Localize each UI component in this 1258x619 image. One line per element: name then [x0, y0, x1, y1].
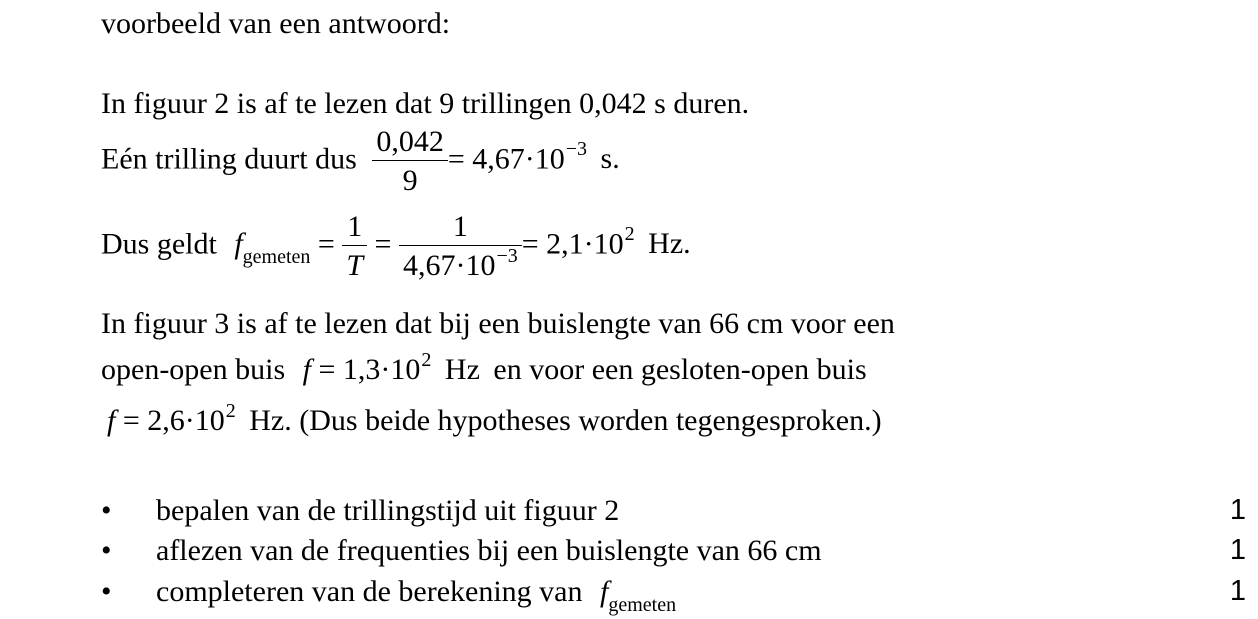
closed-open-value: = 2,6·10	[122, 404, 225, 437]
criterion-score: 1	[1229, 534, 1246, 566]
fraction-denominator	[399, 245, 522, 281]
fraction-numerator: 1	[452, 210, 468, 243]
frequency-subscript: gemeten	[608, 594, 677, 616]
criterion-text	[156, 575, 677, 616]
period-calculation	[101, 127, 620, 196]
frequency-symbol: f	[302, 353, 311, 386]
closed-open-sentence	[101, 400, 882, 437]
period-prefix: Eén trilling duurt dus	[101, 142, 357, 176]
bullet-icon: •	[101, 494, 112, 527]
fraction-denominator: 9	[372, 160, 448, 196]
closed-open-suffix: . (Dus beide hypotheses worden tegengesproken.)	[284, 404, 882, 437]
denominator-value: 4,67·10	[402, 249, 496, 282]
denominator-exponent: −3	[496, 245, 518, 267]
bullet-icon: •	[101, 575, 112, 608]
frequency-exponent: 2	[624, 223, 635, 246]
fraction-numerator: 0,042	[376, 125, 444, 158]
closed-open-exponent: 2	[225, 400, 236, 422]
period-exponent: −3	[565, 138, 588, 161]
bullet-icon: •	[101, 534, 112, 567]
figure3-reading-sentence: In figuur 3 is af te lezen dat bij een buislengte van 66 cm voor een	[101, 307, 895, 340]
one-over-t-fraction	[342, 212, 367, 281]
fraction-numerator: 1	[347, 210, 363, 243]
criterion-score: 1	[1229, 494, 1246, 526]
criterion-score: 1	[1229, 575, 1246, 607]
period-reading-sentence: In figuur 2 is af te lezen dat 9 trillingen 0,042 s duren.	[101, 87, 750, 120]
open-open-sentence	[101, 349, 867, 386]
frequency-symbol: f	[599, 575, 609, 608]
criterion-label: completeren van de berekening van	[156, 575, 583, 608]
open-open-unit: Hz	[444, 353, 480, 386]
criterion-text: bepalen van de trillingstijd uit figuur 2	[156, 494, 620, 527]
period-unit: s.	[600, 142, 620, 176]
frequency-result: = 2,1·10	[521, 227, 624, 261]
criterion-text: aflezen van de frequenties bij een buislengte van 66 cm	[156, 534, 822, 567]
period-result: = 4,67·10	[447, 142, 565, 176]
frequency-prefix: Dus geldt	[101, 227, 217, 261]
answer-heading: voorbeeld van een antwoord:	[101, 7, 451, 40]
frequency-calculation	[101, 212, 691, 281]
frequency-unit: Hz.	[648, 227, 691, 261]
frequency-symbol: f	[234, 227, 243, 261]
open-open-prefix: open-open buis	[101, 353, 286, 386]
open-open-value: = 1,3·10	[318, 353, 421, 386]
frequency-subscript: gemeten	[242, 246, 311, 269]
one-over-period-fraction	[399, 212, 522, 281]
open-open-exponent: 2	[421, 349, 432, 371]
equals-sign: =	[374, 227, 392, 261]
open-open-suffix: en voor een gesloten-open buis	[493, 353, 867, 386]
frequency-symbol: f	[107, 404, 116, 437]
period-fraction	[372, 127, 448, 196]
fraction-denominator: T	[342, 245, 367, 281]
equals-sign: =	[317, 227, 335, 261]
closed-open-unit: Hz	[249, 404, 285, 437]
